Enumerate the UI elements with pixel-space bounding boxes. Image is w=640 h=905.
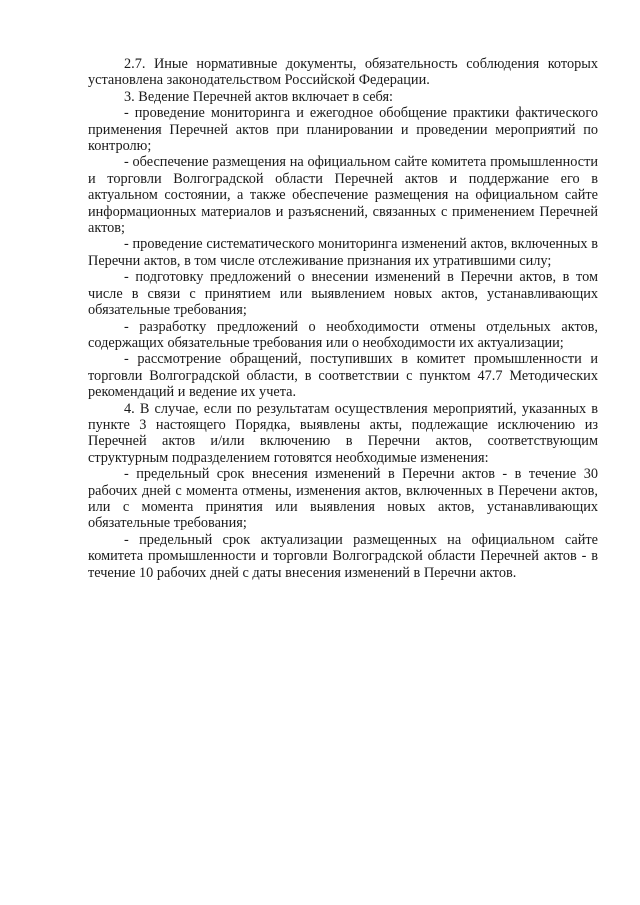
list-item-monitoring: - проведение мониторинга и ежегодное обобщение практики фактического применения Перечней актов при планировании и проведении мероприятий по контролю; [88,105,598,155]
list-item-cancellation-proposals: - разработку предложений о необходимости отмены отдельных актов, содержащих обязательные требования или о необходимости их актуализации; [88,318,598,351]
list-item-change-proposals: - подготовку предложений о внесении изменений в Перечни актов, в том числе в связи с принятием или выявлением новых актов, устанавливающих обязательные требования; [88,269,598,319]
paragraph-4: 4. В случае, если по результатам осуществления мероприятий, указанных в пункте 3 настоящего Порядка, выявлены акты, подлежащие исключению из Перечней актов и/или включению в Перечни актов, соответствующим структурным подразделением готовятся необходимые изменения: [88,400,598,466]
list-item-change-deadline: - предельный срок внесения изменений в Перечни актов - в течение 30 рабочих дней с момента отмены, изменения актов, включенных в Перечени актов, или с момента принятия или выявления новых актов, устанавливающих обязательные требования; [88,466,598,532]
list-item-appeals-review: - рассмотрение обращений, поступивших в комитет промышленности и торговли Волгоградской области, в соответствии с пунктом 47.7 Методических рекомендаций и ведение их учета. [88,351,598,401]
list-item-systematic-monitoring: - проведение систематического мониторинга изменений актов, включенных в Перечни актов, в том числе отслеживание признания их утратившими силу; [88,236,598,269]
document-page [88,56,598,581]
paragraph-3-heading: 3. Ведение Перечней актов включает в себя: [124,88,394,105]
list-item-update-deadline: - предельный срок актуализации размещенных на официальном сайте комитета промышленности и торговли Волгоградской области Перечней актов - в течение 10 рабочих дней с даты внесения изменений в Перечни актов. [88,531,598,581]
paragraph-2-7: 2.7. Иные нормативные документы, обязательность соблюдения которых установлена законодательством Российской Федерации. [88,56,598,89]
list-item-website-placement: - обеспечение размещения на официальном сайте комитета промышленности и торговли Волгоградской области Перечней актов и поддержание его в актуальном состоянии, а также обеспечение размещения на официальном сайте информационных материалов и разъяснений, связанных с применением Перечней актов; [88,154,598,237]
